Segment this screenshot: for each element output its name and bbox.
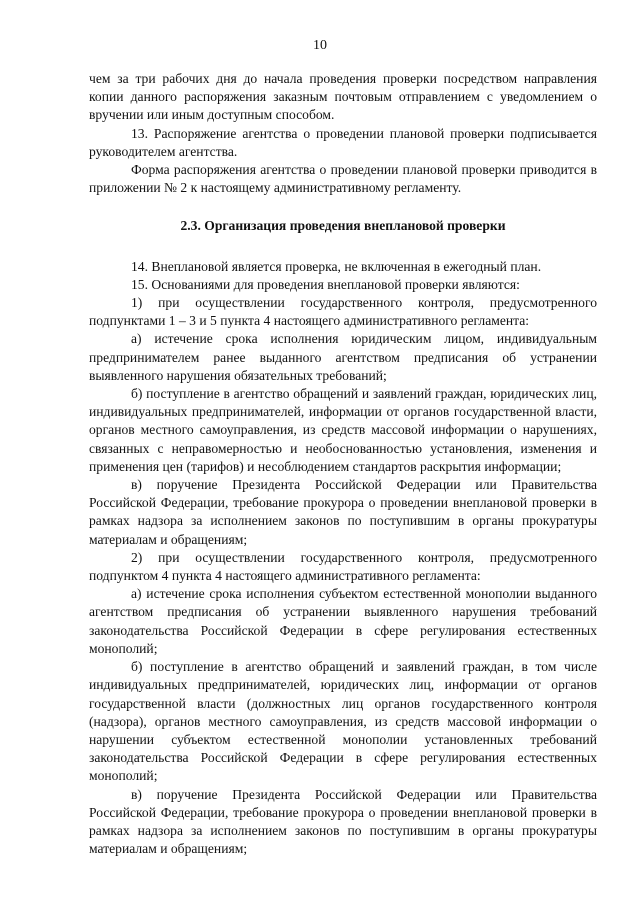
paragraph-subitem-2b: б) поступление в агентство обращений и заявлений граждан, в том числе индивидуальных предпринимателей, юридических лиц, информации от органов государственной власти (должностных лиц органов государственного контроля (надзора), органов местного самоуправления, из средств массовой информации о нарушении субъектом естественной монополии установленных требований законодательства Российской Федерации в сфере регулирования естественных монополий; bbox=[89, 659, 597, 784]
paragraph-subitem-1a: а) истечение срока исполнения юридическим лицом, индивидуальным предпринимателем ранее выданного агентством предписания об устранении выявленного нарушения обязательных требований; bbox=[89, 331, 597, 383]
paragraph-subitem-1b: б) поступление в агентство обращений и заявлений граждан, юридических лиц, индивидуальных предпринимателей, информации от органов государственной власти, органов местного самоуправления, из средств массовой информации о нарушениях, связанных с неправомерностью и необоснованностью установления, изменения и применения цен (тарифов) и несоблюдением стандартов раскрытия информации; bbox=[89, 386, 597, 474]
page-number: 10 bbox=[313, 38, 327, 53]
paragraph-subitem-2v: в) поручение Президента Российской Федерации или Правительства Российской Федерации, требование прокурора о проведении внеплановой проверки в рамках надзора за исполнением законов по поступившим в органы прокуратуры материалам и обращениям; bbox=[89, 786, 597, 857]
paragraph-subitem-2: 2) при осуществлении государственного контроля, предусмотренного подпунктом 4 пункта 4 настоящего административного регламента: bbox=[89, 549, 597, 584]
section-heading: 2.3. Организация проведения внеплановой проверки bbox=[180, 218, 506, 234]
paragraph-continued: чем за три рабочих дня до начала проведения проверки посредством направления копии данного распоряжения заказным почтовым отправлением с уведомлением о вручении или иным доступным способом. bbox=[89, 71, 597, 123]
paragraph-form-reference: Форма распоряжения агентства о проведении плановой проверки приводится в приложении № 2 к настоящему административному регламенту. bbox=[89, 162, 597, 196]
paragraph-item-15: 15. Основаниями для проведения внеплановой проверки являются: bbox=[131, 276, 520, 292]
paragraph-subitem-2a: а) истечение срока исполнения субъектом естественной монополии выданного агентством предписания об устранении выявленного нарушения требований законодательства Российской Федерации в сфере регулирования естественных монополий; bbox=[89, 586, 597, 656]
paragraph-subitem-1v: в) поручение Президента Российской Федерации или Правительства Российской Федерации, требование прокурора о проведении внеплановой проверки в рамках надзора за исполнением законов по поступившим в органы прокуратуры материалам и обращениям; bbox=[89, 477, 597, 547]
paragraph-subitem-1: 1) при осуществлении государственного контроля, предусмотренного подпунктами 1 – 3 и 5 пункта 4 настоящего административного регламента: bbox=[89, 295, 597, 329]
paragraph-item-14: 14. Внеплановой является проверка, не включенная в ежегодный план. bbox=[131, 258, 542, 274]
paragraph-item-13: 13. Распоряжение агентства о проведении плановой проверки подписывается руководителем агентства. bbox=[89, 125, 597, 159]
document-body bbox=[89, 70, 597, 858]
